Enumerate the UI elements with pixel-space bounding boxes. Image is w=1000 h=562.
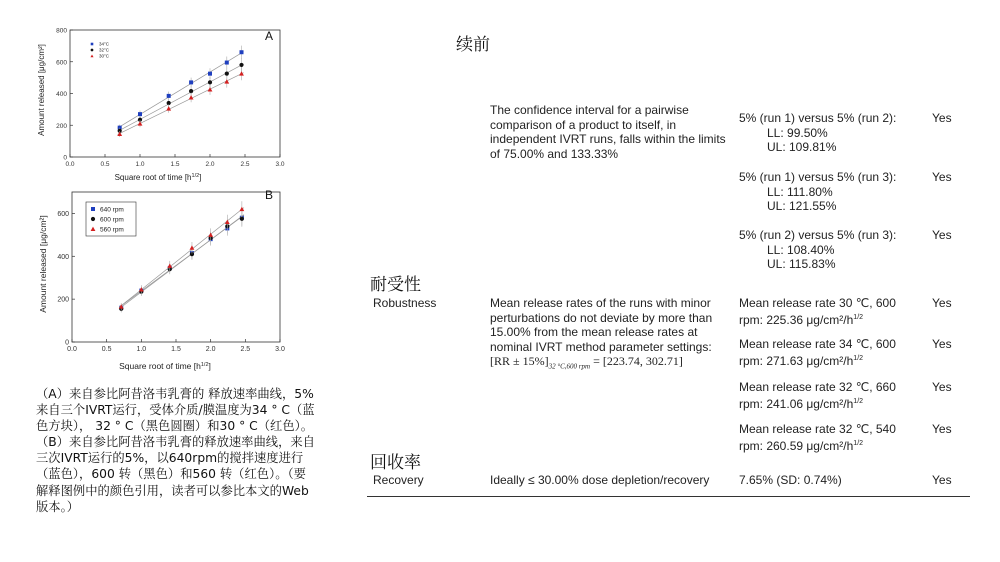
result-ll: LL: 108.40%: [767, 242, 835, 257]
panel-label: A: [265, 29, 274, 43]
chart-b: [30, 182, 290, 372]
result-ul: UL: 121.55%: [767, 199, 837, 214]
x-axis-title: Square root of time $[h^{1/2}]$: [119, 361, 211, 371]
recovery-criterion: Ideally ≤ 30.00% dose depletion/recovery: [490, 473, 710, 487]
x-tick-label: 0.0: [67, 346, 77, 353]
data-point: [138, 112, 142, 116]
legend-label: 600 rpm: [100, 216, 124, 224]
result-ll: LL: 99.50%: [767, 125, 828, 140]
data-point: [189, 89, 193, 93]
data-point: [225, 72, 229, 76]
x-axis-title-exp: 1/2: [191, 173, 200, 179]
x-tick-label: 2.0: [205, 346, 216, 353]
x-tick-label: 1.0: [135, 161, 145, 168]
reproducibility-result-1: [739, 111, 919, 155]
recovery-label-en: Recovery: [373, 473, 424, 487]
result-line2: rpm: 241.06 μg/cm²/h: [739, 396, 854, 411]
result-exp: 1/2: [853, 439, 864, 447]
legend-marker: [91, 43, 94, 46]
reproducibility-criterion: The confidence interval for a pairwise comparison of a product to itself, in independent IVRT runs, falls within the limits of 75.00% and 133.33%: [490, 103, 726, 161]
recovery-result: 7.65% (SD: 0.74%): [739, 473, 842, 487]
y-tick-label: 400: [56, 91, 67, 98]
recovery-label-zh: 回收率: [370, 453, 421, 473]
data-point: [138, 121, 143, 125]
recovery-verdict: Yes: [932, 473, 952, 487]
robustness-label-en: Robustness: [373, 296, 437, 310]
legend-marker: [91, 207, 95, 211]
result-line2: rpm: 271.63 μg/cm²/h: [739, 353, 854, 368]
legend-label: 32°C: [99, 47, 110, 53]
x-tick-label: 2.5: [240, 161, 250, 168]
result-exp: 1/2: [853, 313, 864, 321]
result-line1: Mean release rate 32 ℃, 540: [739, 422, 896, 436]
x-axis-title-text: Square root of time [h: [114, 173, 192, 182]
y-axis-title: Amount released [μg/cm²]: [37, 44, 46, 136]
legend-marker: [91, 217, 95, 221]
result-ll: LL: 111.80%: [767, 184, 833, 199]
fit-line: [119, 208, 244, 308]
robustness-verdict-3: Yes: [932, 380, 952, 394]
result-line2: rpm: 225.36 μg/cm²/h: [739, 312, 854, 327]
formula-subscript: 32 °C,600 rpm: [548, 362, 591, 371]
reproducibility-verdict-3: Yes: [932, 228, 952, 242]
reproducibility-verdict-2: Yes: [932, 170, 952, 184]
fit-line: [119, 215, 244, 309]
legend-label: 560 rpm: [100, 226, 124, 234]
y-tick-label: 200: [57, 296, 69, 304]
x-tick-label: 0.0: [65, 161, 75, 168]
robustness-formula: [490, 354, 730, 374]
panel-label: B: [265, 188, 274, 202]
x-tick-label: 2.5: [240, 346, 251, 353]
x-tick-label: 1.5: [171, 346, 181, 353]
robustness-verdict-2: Yes: [932, 337, 952, 351]
fit-line: [118, 73, 244, 135]
data-point: [189, 80, 193, 84]
result-pair: 5% (run 2) versus 5% (run 3):: [739, 228, 897, 242]
data-point: [239, 71, 244, 75]
y-tick-label: 800: [56, 27, 67, 35]
robustness-result-3: [739, 380, 919, 411]
legend-label: 640 rpm: [100, 206, 124, 214]
formula-lhs: [RR ± 15%]: [490, 354, 549, 369]
data-point: [167, 94, 171, 98]
y-tick-label: 200: [56, 122, 67, 130]
fit-line: [118, 64, 244, 131]
robustness-result-4: [739, 422, 919, 453]
y-tick-label: 600: [56, 59, 67, 67]
robustness-criterion: [490, 296, 730, 374]
data-point: [208, 72, 212, 76]
result-exp: 1/2: [853, 354, 864, 362]
formula-rhs: = [223.74, 302.71]: [593, 354, 683, 369]
result-line1: Mean release rate 30 ℃, 600: [739, 296, 896, 310]
legend-label: 34°C: [99, 41, 110, 47]
result-line2: rpm: 260.59 μg/cm²/h: [739, 438, 854, 453]
data-point: [240, 50, 244, 54]
result-line1: Mean release rate 34 ℃, 600: [739, 337, 896, 351]
data-point: [208, 87, 213, 91]
x-tick-label: 1.5: [170, 161, 180, 168]
reproducibility-verdict-1: Yes: [932, 111, 952, 125]
x-tick-label: 2.0: [205, 161, 215, 168]
result-ul: UL: 115.83%: [767, 257, 836, 272]
data-point: [239, 207, 244, 211]
data-point: [225, 220, 230, 224]
legend-marker: [90, 54, 93, 57]
table-bottom-rule: [367, 496, 970, 497]
figure-caption: （A）来自参比阿昔洛韦乳膏的 释放速率曲线，5%来自三个IVRT运行，受体介质/膜温度为34 ° C（蓝色方块）， 32 ° C（黑色圆圈）和30 ° C（红色）。（B）来自参比阿昔洛韦乳膏的释放速率曲线，来自三次IVRT运行的5%，以640rpm的搅拌速度进行（蓝色），600 转（黑色）和560 转（红色）。（要解释图例中的颜色引用，读者可以参比本文的Web版本。）: [36, 387, 315, 514]
data-point: [240, 217, 244, 221]
y-tick-label: 400: [57, 253, 69, 261]
x-axis-title-text: Square root of time [h: [119, 361, 201, 371]
x-tick-label: 0.5: [101, 346, 112, 353]
legend-marker: [91, 49, 94, 52]
fit-line: [118, 52, 244, 128]
x-tick-label: 1.0: [136, 346, 147, 353]
reproducibility-result-3: [739, 228, 919, 272]
y-tick-label: 0: [63, 154, 67, 162]
legend-label: 30°C: [99, 53, 110, 59]
result-pair: 5% (run 1) versus 5% (run 3):: [739, 170, 897, 184]
robustness-result-1: [739, 296, 919, 327]
result-ul: UL: 109.81%: [767, 140, 837, 155]
x-tick-label: 3.0: [275, 346, 285, 353]
robustness-verdict-1: Yes: [932, 296, 952, 310]
data-point: [225, 61, 229, 65]
data-point: [208, 80, 212, 84]
y-tick-label: 600: [57, 210, 69, 218]
x-tick-label: 3.0: [275, 161, 285, 168]
x-tick-label: 0.5: [100, 161, 110, 168]
chart-a: [30, 20, 290, 185]
robustness-verdict-4: Yes: [932, 422, 952, 436]
data-point: [239, 63, 243, 67]
result-line1: Mean release rate 32 ℃, 660: [739, 380, 896, 394]
x-axis-title: Square root of time $[h^{1/2}]$: [114, 173, 202, 182]
y-axis-title: Amount released [μg/cm²]: [38, 215, 48, 313]
robustness-criterion-text: Mean release rates of the runs with minor perturbations do not deviate by more than 15.00% from the mean release rates at nominal IVRT method parameter settings:: [490, 296, 713, 354]
robustness-label-zh: 耐受性: [370, 275, 421, 295]
continued-title: 续前: [456, 35, 490, 55]
x-axis-title-exp: 1/2: [200, 362, 209, 368]
y-tick-label: 0: [65, 339, 69, 347]
result-pair: 5% (run 1) versus 5% (run 2):: [739, 111, 897, 125]
result-exp: 1/2: [853, 397, 864, 405]
reproducibility-result-2: [739, 170, 919, 214]
robustness-result-2: [739, 337, 919, 368]
